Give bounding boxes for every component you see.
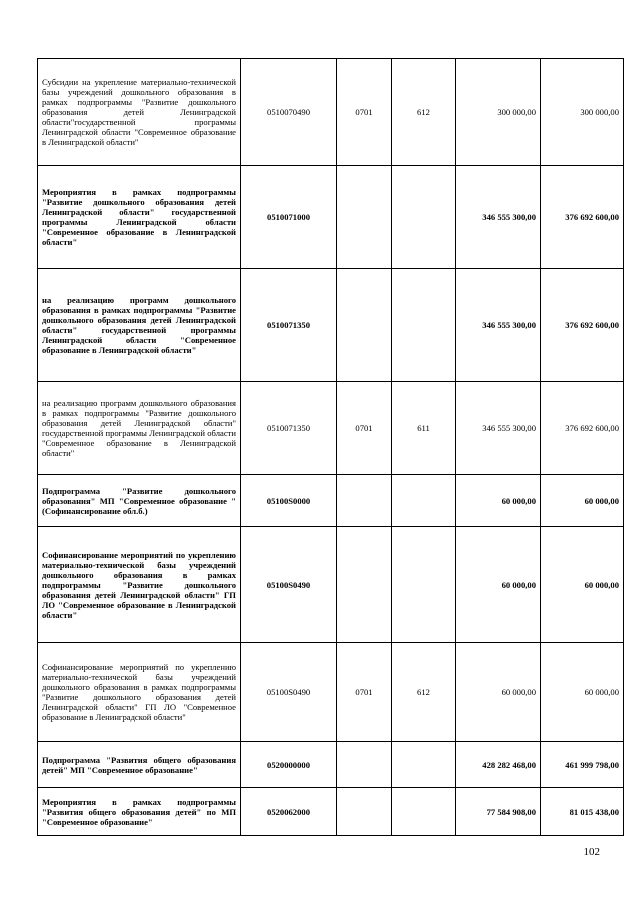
row-sum-year2-cell: 81 015 438,00 (541, 788, 624, 836)
row-type-cell (392, 742, 456, 788)
row-section-cell: 0701 (337, 382, 392, 475)
row-type-cell (392, 166, 456, 269)
row-section-cell (337, 269, 392, 382)
row-sum-year2-cell: 60 000,00 (541, 475, 624, 527)
row-code-cell: 05100S0490 (241, 643, 337, 742)
row-section-cell (337, 166, 392, 269)
row-section-cell (337, 475, 392, 527)
row-type-cell: 612 (392, 59, 456, 166)
row-sum-year1-cell: 346 555 300,00 (456, 382, 541, 475)
row-name-cell: Мероприятия в рамках подпрограммы "Развитие дошкольного образования детей Ленинградской области" государственной программы Ленинградской области "Современное образование в Ленинградской области" (38, 166, 241, 269)
page-number: 102 (583, 846, 600, 858)
table-row (38, 788, 624, 836)
budget-table (37, 58, 624, 836)
row-code-cell: 0520062000 (241, 788, 337, 836)
row-name-cell: Субсидии на укрепление материально-технической базы учреждений дошкольного образования в рамках подпрограммы "Развитие дошкольного образования детей Ленинградской области"государственной программы Ленинградской области "Современное образование в Ленинградской области" (38, 59, 241, 166)
table-row (38, 59, 624, 166)
table-row (38, 527, 624, 643)
row-sum-year1-cell: 60 000,00 (456, 643, 541, 742)
row-name-cell: Софинансирование мероприятий по укреплению материально-технической базы учреждений дошкольного образования в рамках подпрограммы "Развитие дошкольного образования детей Ленинградской области" ГП ЛО "Современное образование в Ленинградской области" (38, 527, 241, 643)
row-section-cell: 0701 (337, 59, 392, 166)
row-sum-year1-cell: 60 000,00 (456, 475, 541, 527)
row-sum-year2-cell: 376 692 600,00 (541, 166, 624, 269)
row-code-cell: 0510071350 (241, 382, 337, 475)
row-code-cell: 0510071350 (241, 269, 337, 382)
row-sum-year1-cell: 346 555 300,00 (456, 166, 541, 269)
row-name-cell: на реализацию программ дошкольного образования в рамках подпрограммы "Развитие дошкольного образования детей Ленинградской области" государственной программы Ленинградской области "Современное образование в Ленинградской области" (38, 269, 241, 382)
table-row (38, 382, 624, 475)
row-sum-year2-cell: 376 692 600,00 (541, 382, 624, 475)
table-row (38, 166, 624, 269)
row-sum-year1-cell: 77 584 908,00 (456, 788, 541, 836)
row-code-cell: 0520000000 (241, 742, 337, 788)
row-name-cell: Подпрограмма "Развитие дошкольного образования" МП "Современное образование " (Софинансирование обл.б.) (38, 475, 241, 527)
row-sum-year1-cell: 428 282 468,00 (456, 742, 541, 788)
row-name-cell: Подпрограмма "Развития общего образования детей" МП "Современное образование" (38, 742, 241, 788)
row-section-cell (337, 527, 392, 643)
row-code-cell: 05100S0490 (241, 527, 337, 643)
row-sum-year2-cell: 60 000,00 (541, 643, 624, 742)
row-name-cell: Софинансирование мероприятий по укреплению материально-технической базы учреждений дошкольного образования в рамках подпрограммы "Развитие дошкольного образования детей Ленинградской области" ГП ЛО "Современное образование в Ленинградской области" (38, 643, 241, 742)
row-code-cell: 05100S0000 (241, 475, 337, 527)
table-row (38, 742, 624, 788)
row-type-cell (392, 269, 456, 382)
row-section-cell: 0701 (337, 643, 392, 742)
budget-table-body (38, 59, 624, 836)
row-name-cell: Мероприятия в рамках подпрограммы "Развития общего образования детей" по МП "Современное образование" (38, 788, 241, 836)
row-sum-year1-cell: 60 000,00 (456, 527, 541, 643)
row-section-cell (337, 742, 392, 788)
row-type-cell (392, 527, 456, 643)
row-type-cell (392, 788, 456, 836)
row-sum-year2-cell: 60 000,00 (541, 527, 624, 643)
row-section-cell (337, 788, 392, 836)
row-type-cell: 611 (392, 382, 456, 475)
row-sum-year1-cell: 300 000,00 (456, 59, 541, 166)
row-sum-year1-cell: 346 555 300,00 (456, 269, 541, 382)
row-sum-year2-cell: 300 000,00 (541, 59, 624, 166)
table-row (38, 643, 624, 742)
row-code-cell: 0510070490 (241, 59, 337, 166)
table-row (38, 269, 624, 382)
row-type-cell: 612 (392, 643, 456, 742)
row-type-cell (392, 475, 456, 527)
row-name-cell: на реализацию программ дошкольного образования в рамках подпрограммы "Развитие дошкольного образования детей Ленинградской области" государственной программы Ленинградской области "Современное образование в Ленинградской области" (38, 382, 241, 475)
table-row (38, 475, 624, 527)
row-code-cell: 0510071000 (241, 166, 337, 269)
row-sum-year2-cell: 461 999 798,00 (541, 742, 624, 788)
row-sum-year2-cell: 376 692 600,00 (541, 269, 624, 382)
